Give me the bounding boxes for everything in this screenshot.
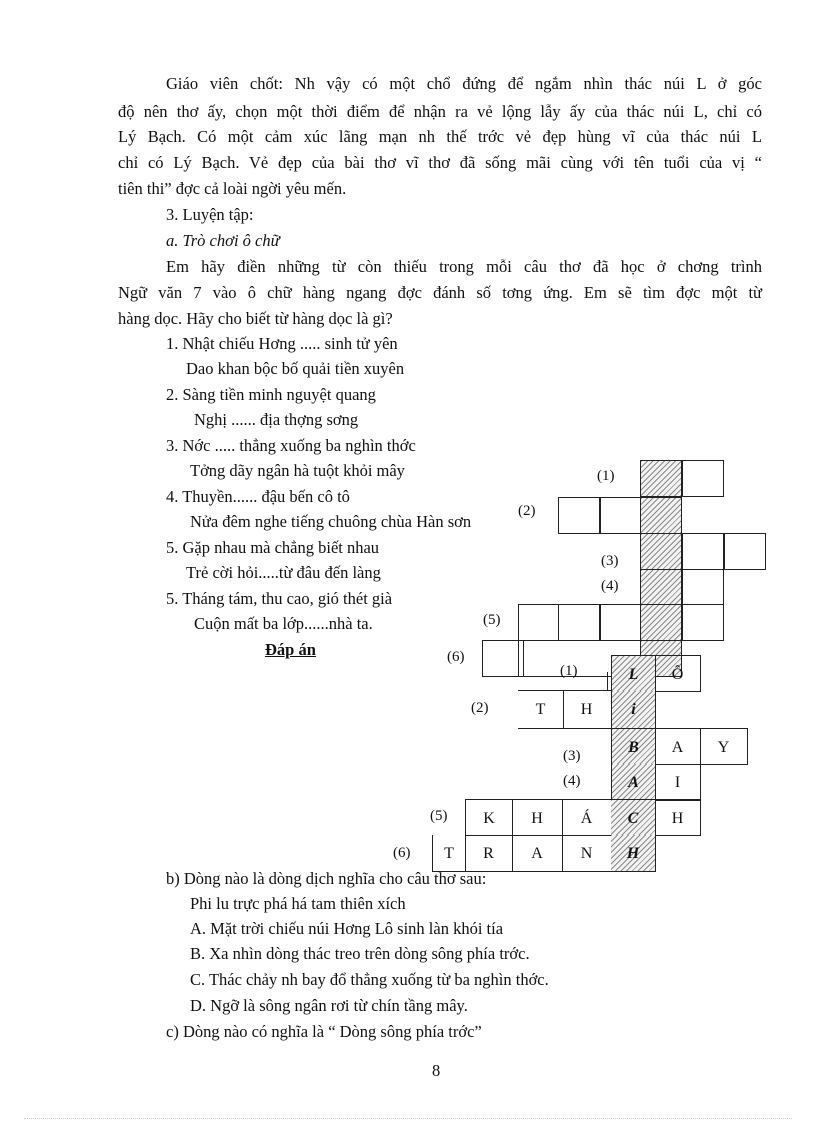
answer-row-label: (4) (563, 773, 581, 789)
answer-cell: H (512, 799, 563, 836)
answer-cell: Á (562, 799, 612, 836)
crossword-cell[interactable] (600, 497, 642, 534)
answer-key-cell: H (611, 835, 656, 872)
cell-divider (518, 640, 519, 677)
cell-divider (607, 672, 608, 690)
answer-cell: I (655, 764, 701, 801)
paragraph-line: chỉ có Lý Bạch. Vẻ đẹp của bài thơ vĩ thơ đã sống mãi cùng với tên tuổi của vị “ (118, 153, 762, 172)
crossword-key-cell[interactable] (640, 604, 682, 641)
poem-line: Phi lu trực phá há tam thiên xích (190, 894, 406, 913)
clue-line: Trẻ cời hỏi.....từ đâu đến làng (186, 563, 381, 582)
paragraph-line: độ nên thơ ấy, chọn một thời điểm để nhận ra vẻ lộng lẫy ấy của thác núi L, chỉ có (118, 102, 762, 121)
answer-key-cell: C (611, 799, 656, 836)
row-number-label: (4) (601, 578, 619, 594)
instruction-line: Em hãy điền những từ còn thiếu trong mỗi câu thơ đã học ở chơng trình (166, 257, 762, 276)
question-c: c) Dòng nào có nghĩa là “ Dòng sông phía trớc” (166, 1022, 482, 1041)
crossword-cell[interactable] (558, 497, 600, 534)
crossword-cell[interactable] (518, 604, 560, 641)
row-number-label: (1) (597, 468, 615, 484)
clue-line: 4. Thuyền...... đậu bến cô tô (166, 487, 350, 506)
paragraph-line: Giáo viên chốt: Nh vậy có một chổ đứng để ngắm nhìn thác núi L ở góc (166, 74, 762, 93)
row-number-label: (5) (483, 612, 501, 628)
crossword-cell[interactable] (724, 533, 766, 570)
instruction-line: Ngữ văn 7 vào ô chữ hàng ngang đợc đánh số tơng ứng. Em sẽ tìm đợc một từ (118, 283, 762, 302)
answer-key-cell: B (611, 728, 656, 765)
answer-row-label: (5) (430, 808, 448, 824)
clue-line: 5. Tháng tám, thu cao, gió thét già (166, 589, 393, 608)
answer-cell: H (580, 701, 593, 718)
clue-line: 2. Sàng tiền minh nguyệt quang (166, 385, 376, 404)
answer-cell: T (535, 701, 546, 718)
answer-cell: T (432, 835, 466, 872)
answer-cell: K (465, 799, 513, 836)
answer-row-label: (2) (471, 700, 489, 716)
answer-key-cell: L (611, 655, 656, 692)
question-b: b) Dòng nào là dòng dịch nghĩa cho câu thơ sau: (166, 869, 487, 888)
crossword-cell[interactable] (682, 460, 724, 497)
answer-row-label: (6) (393, 845, 411, 861)
instruction-line: hàng dọc. Hãy cho biết từ hàng dọc là gì? (118, 309, 393, 328)
clue-line: Dao khan bộc bố quải tiền xuyên (186, 359, 405, 378)
option-b[interactable]: B. Xa nhìn dòng thác treo trên dòng sông phía trớc. (190, 944, 530, 963)
answer-key-cell: A (611, 764, 656, 801)
row-number-label: (2) (518, 503, 536, 519)
answer-cell: Ô (655, 655, 701, 692)
clue-line: Nghị ...... địa thợng sơng (194, 410, 359, 429)
answer-cell: A (512, 835, 563, 872)
page-number: 8 (432, 1061, 441, 1080)
crossword-key-cell[interactable] (640, 460, 682, 497)
crossword-key-cell[interactable] (640, 497, 682, 534)
crossword-key-cell[interactable] (640, 533, 682, 570)
clue-line: 1. Nhật chiếu Hơng ..... sinh tử yên (166, 334, 398, 353)
clue-line: Tởng dãy ngân hà tuột khỏi mây (190, 461, 405, 480)
page-bottom-border (24, 1118, 792, 1119)
answer-row-label: (3) (563, 748, 581, 764)
answer-cell: A (655, 728, 701, 765)
answer-row-label: (1) (560, 663, 578, 679)
paragraph-line: Lý Bạch. Có một cảm xúc lãng mạn nh thế trớc vẻ đẹp hùng vĩ của thác núi L (118, 127, 762, 146)
crossword-key-cell[interactable] (640, 569, 682, 606)
clue-line: Cuộn mất ba lớp......nhà ta. (194, 614, 373, 633)
crossword-cell[interactable] (682, 533, 724, 570)
crossword-cell[interactable] (600, 604, 642, 641)
crossword-cell[interactable] (682, 569, 724, 606)
section-heading: 3. Luyện tập: (166, 205, 254, 224)
option-c[interactable]: C. Thác chảy nh bay đổ thẳng xuống từ ba nghìn thớc. (190, 970, 549, 989)
row-number-label: (3) (601, 553, 619, 569)
option-d[interactable]: D. Ngỡ là sông ngân rơi từ chín tầng mây. (190, 996, 468, 1015)
crossword-cell[interactable] (682, 604, 724, 641)
answer-cell: R (465, 835, 513, 872)
option-a[interactable]: A. Mặt trời chiếu núi Hơng Lô sinh làn khói tía (190, 919, 504, 938)
clue-line: 3. Nớc ..... thẳng xuống ba nghìn thớc (166, 436, 416, 455)
clue-line: Nửa đêm nghe tiếng chuông chùa Hàn sơn (190, 512, 472, 531)
sub-heading: a. Trò chơi ô chữ (166, 231, 280, 250)
answer-heading: Đáp án (265, 640, 316, 659)
answer-cell: N (562, 835, 612, 872)
row-number-label: (6) (447, 649, 465, 665)
answer-key-cell: i (611, 691, 656, 728)
answer-cell: Y (700, 728, 748, 765)
clue-line: 5. Gặp nhau mà chẳng biết nhau (166, 538, 380, 557)
crossword-cell[interactable] (558, 604, 600, 641)
paragraph-line: tiên thi” đợc cả loài ngời yêu mến. (118, 179, 347, 198)
answer-cell: H (655, 799, 701, 836)
